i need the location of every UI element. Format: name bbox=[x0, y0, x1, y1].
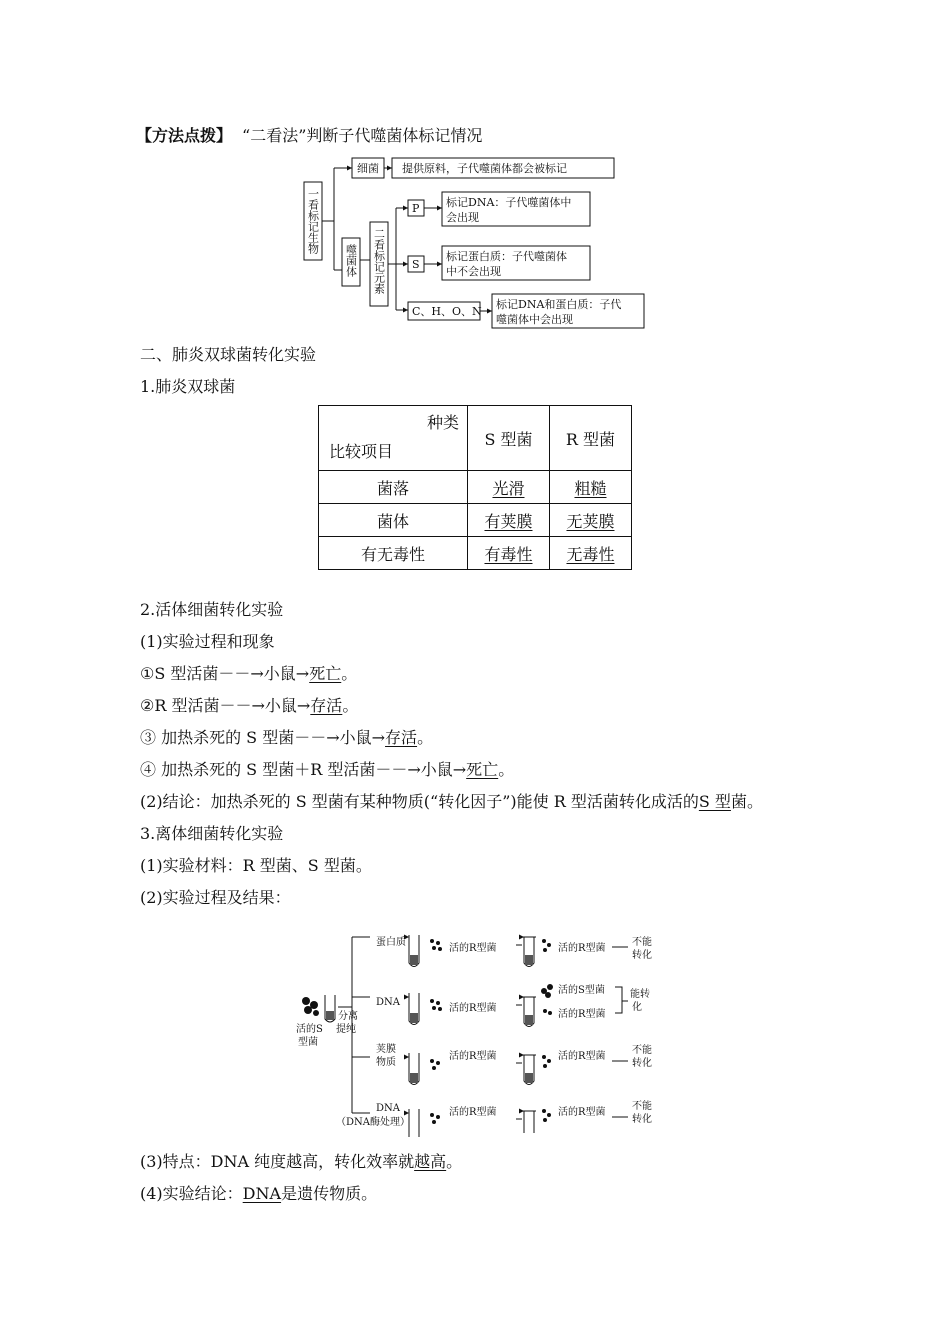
comparison-table bbox=[318, 405, 632, 570]
source-label-2: 型菌 bbox=[298, 1037, 318, 1048]
process-line: (2)实验过程及结果： bbox=[140, 888, 291, 907]
experiment-3-answer: 存活 bbox=[385, 728, 418, 747]
process-heading: (1)实验过程和现象 bbox=[140, 632, 275, 651]
row-item: 菌体 bbox=[319, 504, 468, 537]
result-end: 是遗传物质。 bbox=[281, 1184, 378, 1203]
conclusion-end: 菌。 bbox=[730, 792, 763, 811]
materials-line: (1)实验材料：R 型菌、S 型菌。 bbox=[140, 856, 372, 875]
corner-top: 种类 bbox=[426, 413, 459, 432]
row2-outcome-2: 化 bbox=[632, 1002, 642, 1013]
col-s-header: S 型菌 bbox=[468, 406, 550, 471]
result-answer: DNA bbox=[242, 1184, 282, 1203]
result-text: (4)实验结论： bbox=[140, 1184, 243, 1203]
experiment-3-text: ③ 加热杀死的 S 型菌－－→小鼠→ bbox=[140, 728, 386, 747]
result-line bbox=[140, 1184, 377, 1204]
experiment-2-text: ②R 型活菌－－→小鼠→ bbox=[140, 696, 311, 715]
chon-note-1: 标记DNA和蛋白质：子代 bbox=[496, 298, 622, 311]
method-title: “二看法”判断子代噬菌体标记情况 bbox=[242, 126, 483, 145]
row2-result-s: 活的S型菌 bbox=[558, 985, 605, 996]
row2-outcome-1: 能转 bbox=[630, 989, 650, 1000]
second-look-label: 二看标记元素 bbox=[372, 228, 386, 294]
experiment-2-answer: 存活 bbox=[310, 696, 343, 715]
experiment-1-answer: 死亡 bbox=[309, 664, 342, 683]
s-note-2: 中不会出现 bbox=[446, 265, 501, 278]
experiment-4-text: ④ 加热杀死的 S 型菌＋R 型活菌－－→小鼠→ bbox=[140, 760, 467, 779]
period: 。 bbox=[417, 728, 434, 747]
row1-label: 蛋白质 bbox=[376, 937, 406, 948]
row4-live-r: 活的R型菌 bbox=[449, 1107, 497, 1118]
conclusion-answer: S 型 bbox=[698, 792, 731, 811]
subsection3-heading: 3.离体细菌转化实验 bbox=[140, 824, 284, 843]
row-s-value: 有毒性 bbox=[484, 544, 533, 564]
feature-text: (3)特点：DNA 纯度越高，转化效率就 bbox=[140, 1152, 415, 1171]
s-box: S bbox=[412, 258, 420, 271]
row1-result-r: 活的R型菌 bbox=[558, 943, 606, 954]
row4-label: DNA bbox=[376, 1103, 400, 1114]
table-row bbox=[319, 504, 632, 537]
bacteria-note: 提供原料，子代噬菌体都会被标记 bbox=[402, 162, 567, 175]
row3-label-2: 物质 bbox=[376, 1057, 396, 1068]
experiment-2 bbox=[140, 696, 358, 716]
phage-box: 噬菌体 bbox=[344, 244, 358, 277]
row2-live-r: 活的R型菌 bbox=[449, 1003, 497, 1014]
row-r-value: 无毒性 bbox=[566, 544, 615, 564]
row-s-value: 光滑 bbox=[492, 478, 525, 498]
row4-result-r: 活的R型菌 bbox=[558, 1107, 606, 1118]
first-look-label: 一看标记生物 bbox=[306, 188, 320, 254]
subsection2-heading: 2.活体细菌转化实验 bbox=[140, 600, 284, 619]
method-prefix: 【方法点拨】 bbox=[136, 126, 233, 145]
row1-live-r: 活的R型菌 bbox=[449, 943, 497, 954]
row4-outcome-1: 不能 bbox=[632, 1101, 652, 1112]
p-note-2: 会出现 bbox=[446, 211, 479, 224]
feature-answer: 越高 bbox=[414, 1152, 447, 1171]
table-row bbox=[319, 471, 632, 504]
section2-heading: 二、肺炎双球菌转化实验 bbox=[140, 345, 317, 364]
conclusion-text: (2)结论：加热杀死的 S 型菌有某种物质(“转化因子”)能使 R 型活菌转化成活的 bbox=[140, 792, 699, 811]
experiment-4-answer: 死亡 bbox=[466, 760, 499, 779]
p-note-1: 标记DNA：子代噬菌体中 bbox=[446, 196, 572, 209]
col-r-header: R 型菌 bbox=[550, 406, 632, 471]
row2-result-r: 活的R型菌 bbox=[558, 1009, 606, 1020]
row4-outcome-2: 转化 bbox=[632, 1114, 652, 1125]
row3-outcome-1: 不能 bbox=[632, 1045, 652, 1056]
source-label-1: 活的S bbox=[296, 1024, 323, 1035]
row-s-value: 有荚膜 bbox=[484, 511, 533, 531]
chon-note-2: 噬菌体中会出现 bbox=[496, 313, 573, 326]
separate-label-1: 分离 bbox=[338, 1011, 358, 1022]
period: 。 bbox=[446, 1152, 463, 1171]
row-r-value: 无荚膜 bbox=[566, 511, 615, 531]
s-note-1: 标记蛋白质：子代噬菌体 bbox=[446, 250, 567, 263]
experiment-1 bbox=[140, 664, 357, 684]
row4-label-2: （DNA酶处理） bbox=[336, 1117, 410, 1128]
row3-live-r: 活的R型菌 bbox=[449, 1051, 497, 1062]
row3-label-1: 荚膜 bbox=[376, 1044, 396, 1055]
row-item: 菌落 bbox=[319, 471, 468, 504]
row3-outcome-2: 转化 bbox=[632, 1058, 652, 1069]
separate-label-2: 提纯 bbox=[336, 1024, 356, 1035]
corner-cell bbox=[319, 406, 468, 471]
experiment-3 bbox=[140, 728, 433, 748]
chon-box: C、H、O、N bbox=[412, 305, 482, 318]
row-r-value: 粗糙 bbox=[574, 478, 607, 498]
bacteria-box: 细菌 bbox=[357, 162, 379, 175]
conclusion bbox=[140, 792, 763, 812]
row-item: 有无毒性 bbox=[319, 537, 468, 570]
method-heading bbox=[136, 126, 482, 146]
row1-outcome-2: 转化 bbox=[632, 950, 652, 961]
two-look-diagram bbox=[296, 150, 656, 335]
corner-bottom: 比较项目 bbox=[329, 442, 394, 461]
transformation-diagram bbox=[292, 915, 662, 1137]
period: 。 bbox=[498, 760, 515, 779]
row2-label: DNA bbox=[376, 997, 400, 1008]
period: 。 bbox=[342, 696, 359, 715]
table-header-row bbox=[319, 406, 632, 471]
row1-outcome-1: 不能 bbox=[632, 937, 652, 948]
period: 。 bbox=[341, 664, 358, 683]
table-row bbox=[319, 537, 632, 570]
subsection1-heading: 1.肺炎双球菌 bbox=[140, 377, 236, 396]
feature-line bbox=[140, 1152, 462, 1172]
experiment-1-text: ①S 型活菌－－→小鼠→ bbox=[140, 664, 310, 683]
row3-result-r: 活的R型菌 bbox=[558, 1051, 606, 1062]
experiment-4 bbox=[140, 760, 514, 780]
p-box: P bbox=[412, 202, 420, 215]
